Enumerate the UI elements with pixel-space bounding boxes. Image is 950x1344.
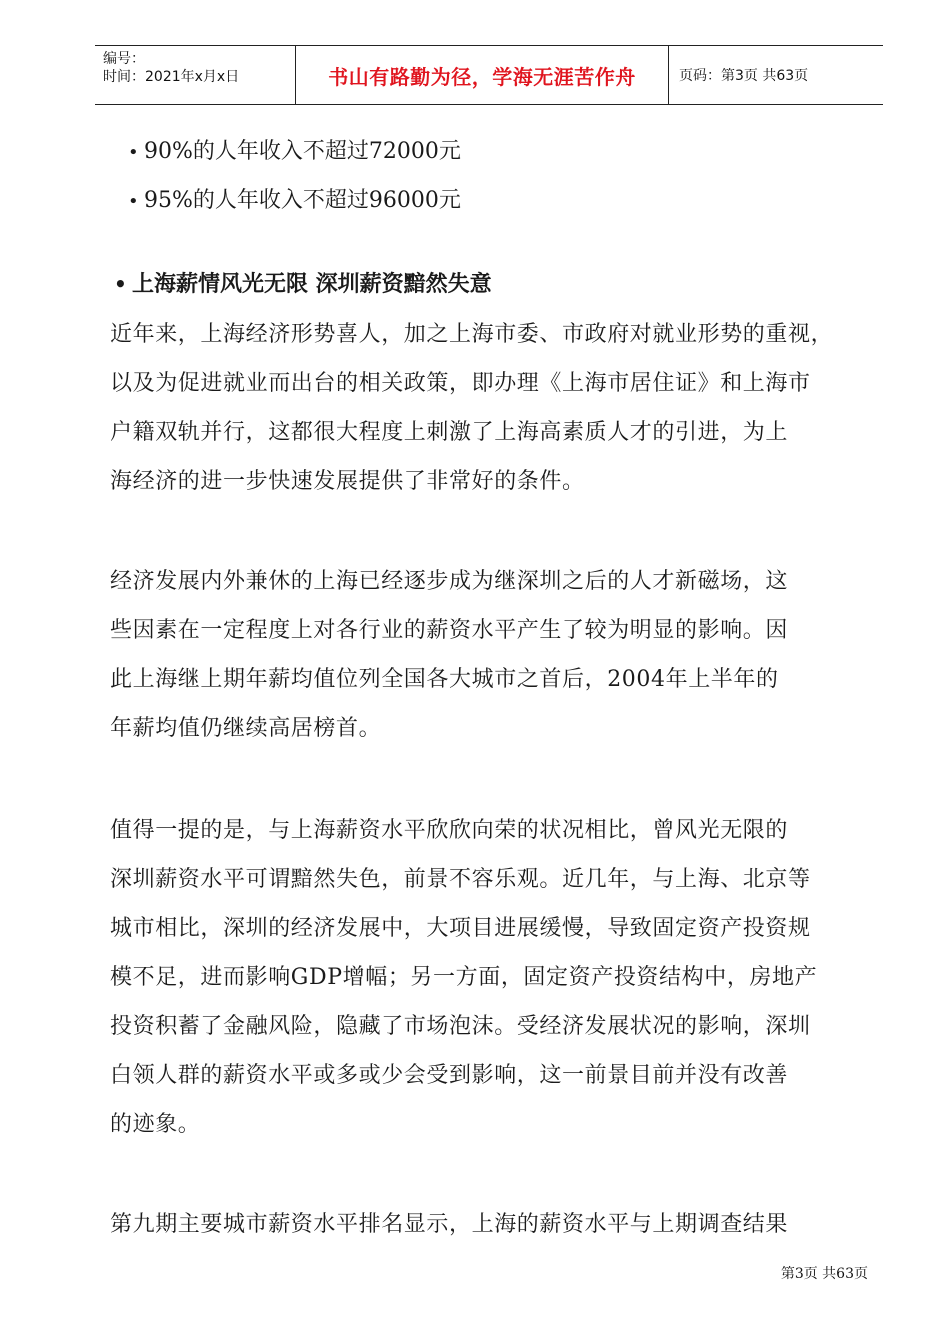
paragraph-line: 白领人群的薪资水平或多或少会受到影响，这一前景目前并没有改善 bbox=[110, 1063, 789, 1088]
paragraph-4 bbox=[110, 1200, 880, 1249]
section-heading-text: 上海薪情风光无限 深圳薪资黯然失意 bbox=[132, 272, 492, 297]
bullet-dot: • bbox=[114, 272, 127, 296]
bullet-dot: • bbox=[128, 191, 139, 212]
paragraph-line: 投资积蓄了金融风险，隐藏了市场泡沫。受经济发展状况的影响，深圳 bbox=[110, 1014, 811, 1039]
header-motto: 书山有路勤为径，学海无涯苦作舟 bbox=[295, 46, 669, 104]
time-label: 时间：2021年x月x日 bbox=[103, 69, 240, 85]
paragraph-3 bbox=[110, 806, 880, 1149]
paragraph-line: 值得一提的是，与上海薪资水平欣欣向荣的状况相比，曾风光无限的 bbox=[110, 818, 789, 843]
section-heading bbox=[114, 268, 492, 301]
bullet-text: 95%的人年收入不超过96000元 bbox=[144, 188, 461, 213]
paragraph-line: 近年来，上海经济形势喜人，加之上海市委、市政府对就业形势的重视， bbox=[110, 322, 834, 347]
paragraph-line: 经济发展内外兼休的上海已经逐步成为继深圳之后的人才新磁场，这 bbox=[110, 569, 789, 594]
bullet-item bbox=[128, 186, 461, 217]
header-page-info: 页码：第3页 共63页 bbox=[679, 68, 809, 84]
bullet-text: 90%的人年收入不超过72000元 bbox=[144, 139, 461, 164]
page-header bbox=[95, 45, 883, 105]
paragraph-line: 第九期主要城市薪资水平排名显示，上海的薪资水平与上期调查结果 bbox=[110, 1212, 789, 1237]
paragraph-line: 深圳薪资水平可谓黯然失色，前景不容乐观。近几年，与上海、北京等 bbox=[110, 867, 811, 892]
paragraph-line: 海经济的进一步快速发展提供了非常好的条件。 bbox=[110, 469, 585, 494]
number-label: 编号： bbox=[103, 51, 145, 67]
paragraph-line: 年薪均值仍继续高居榜首。 bbox=[110, 716, 382, 741]
header-meta bbox=[95, 46, 295, 104]
paragraph-1 bbox=[110, 310, 880, 506]
page-footer: 第3页 共63页 bbox=[780, 1266, 868, 1282]
paragraph-line: 户籍双轨并行，这都很大程度上刺激了上海高素质人才的引进，为上 bbox=[110, 420, 789, 445]
paragraph-line: 些因素在一定程度上对各行业的薪资水平产生了较为明显的影响。因 bbox=[110, 618, 789, 643]
paragraph-line: 模不足，进而影响GDP增幅；另一方面，固定资产投资结构中，房地产 bbox=[110, 965, 818, 990]
paragraph-line: 的迹象。 bbox=[110, 1112, 201, 1137]
paragraph-line: 此上海继上期年薪均值位列全国各大城市之首后，2004年上半年的 bbox=[110, 667, 779, 692]
paragraph-line: 城市相比，深圳的经济发展中，大项目进展缓慢，导致固定资产投资规 bbox=[110, 916, 811, 941]
paragraph-line: 以及为促进就业而出台的相关政策，即办理《上海市居住证》和上海市 bbox=[110, 371, 811, 396]
paragraph-2 bbox=[110, 557, 880, 753]
bullet-item bbox=[128, 137, 461, 168]
bullet-dot: • bbox=[128, 142, 139, 163]
